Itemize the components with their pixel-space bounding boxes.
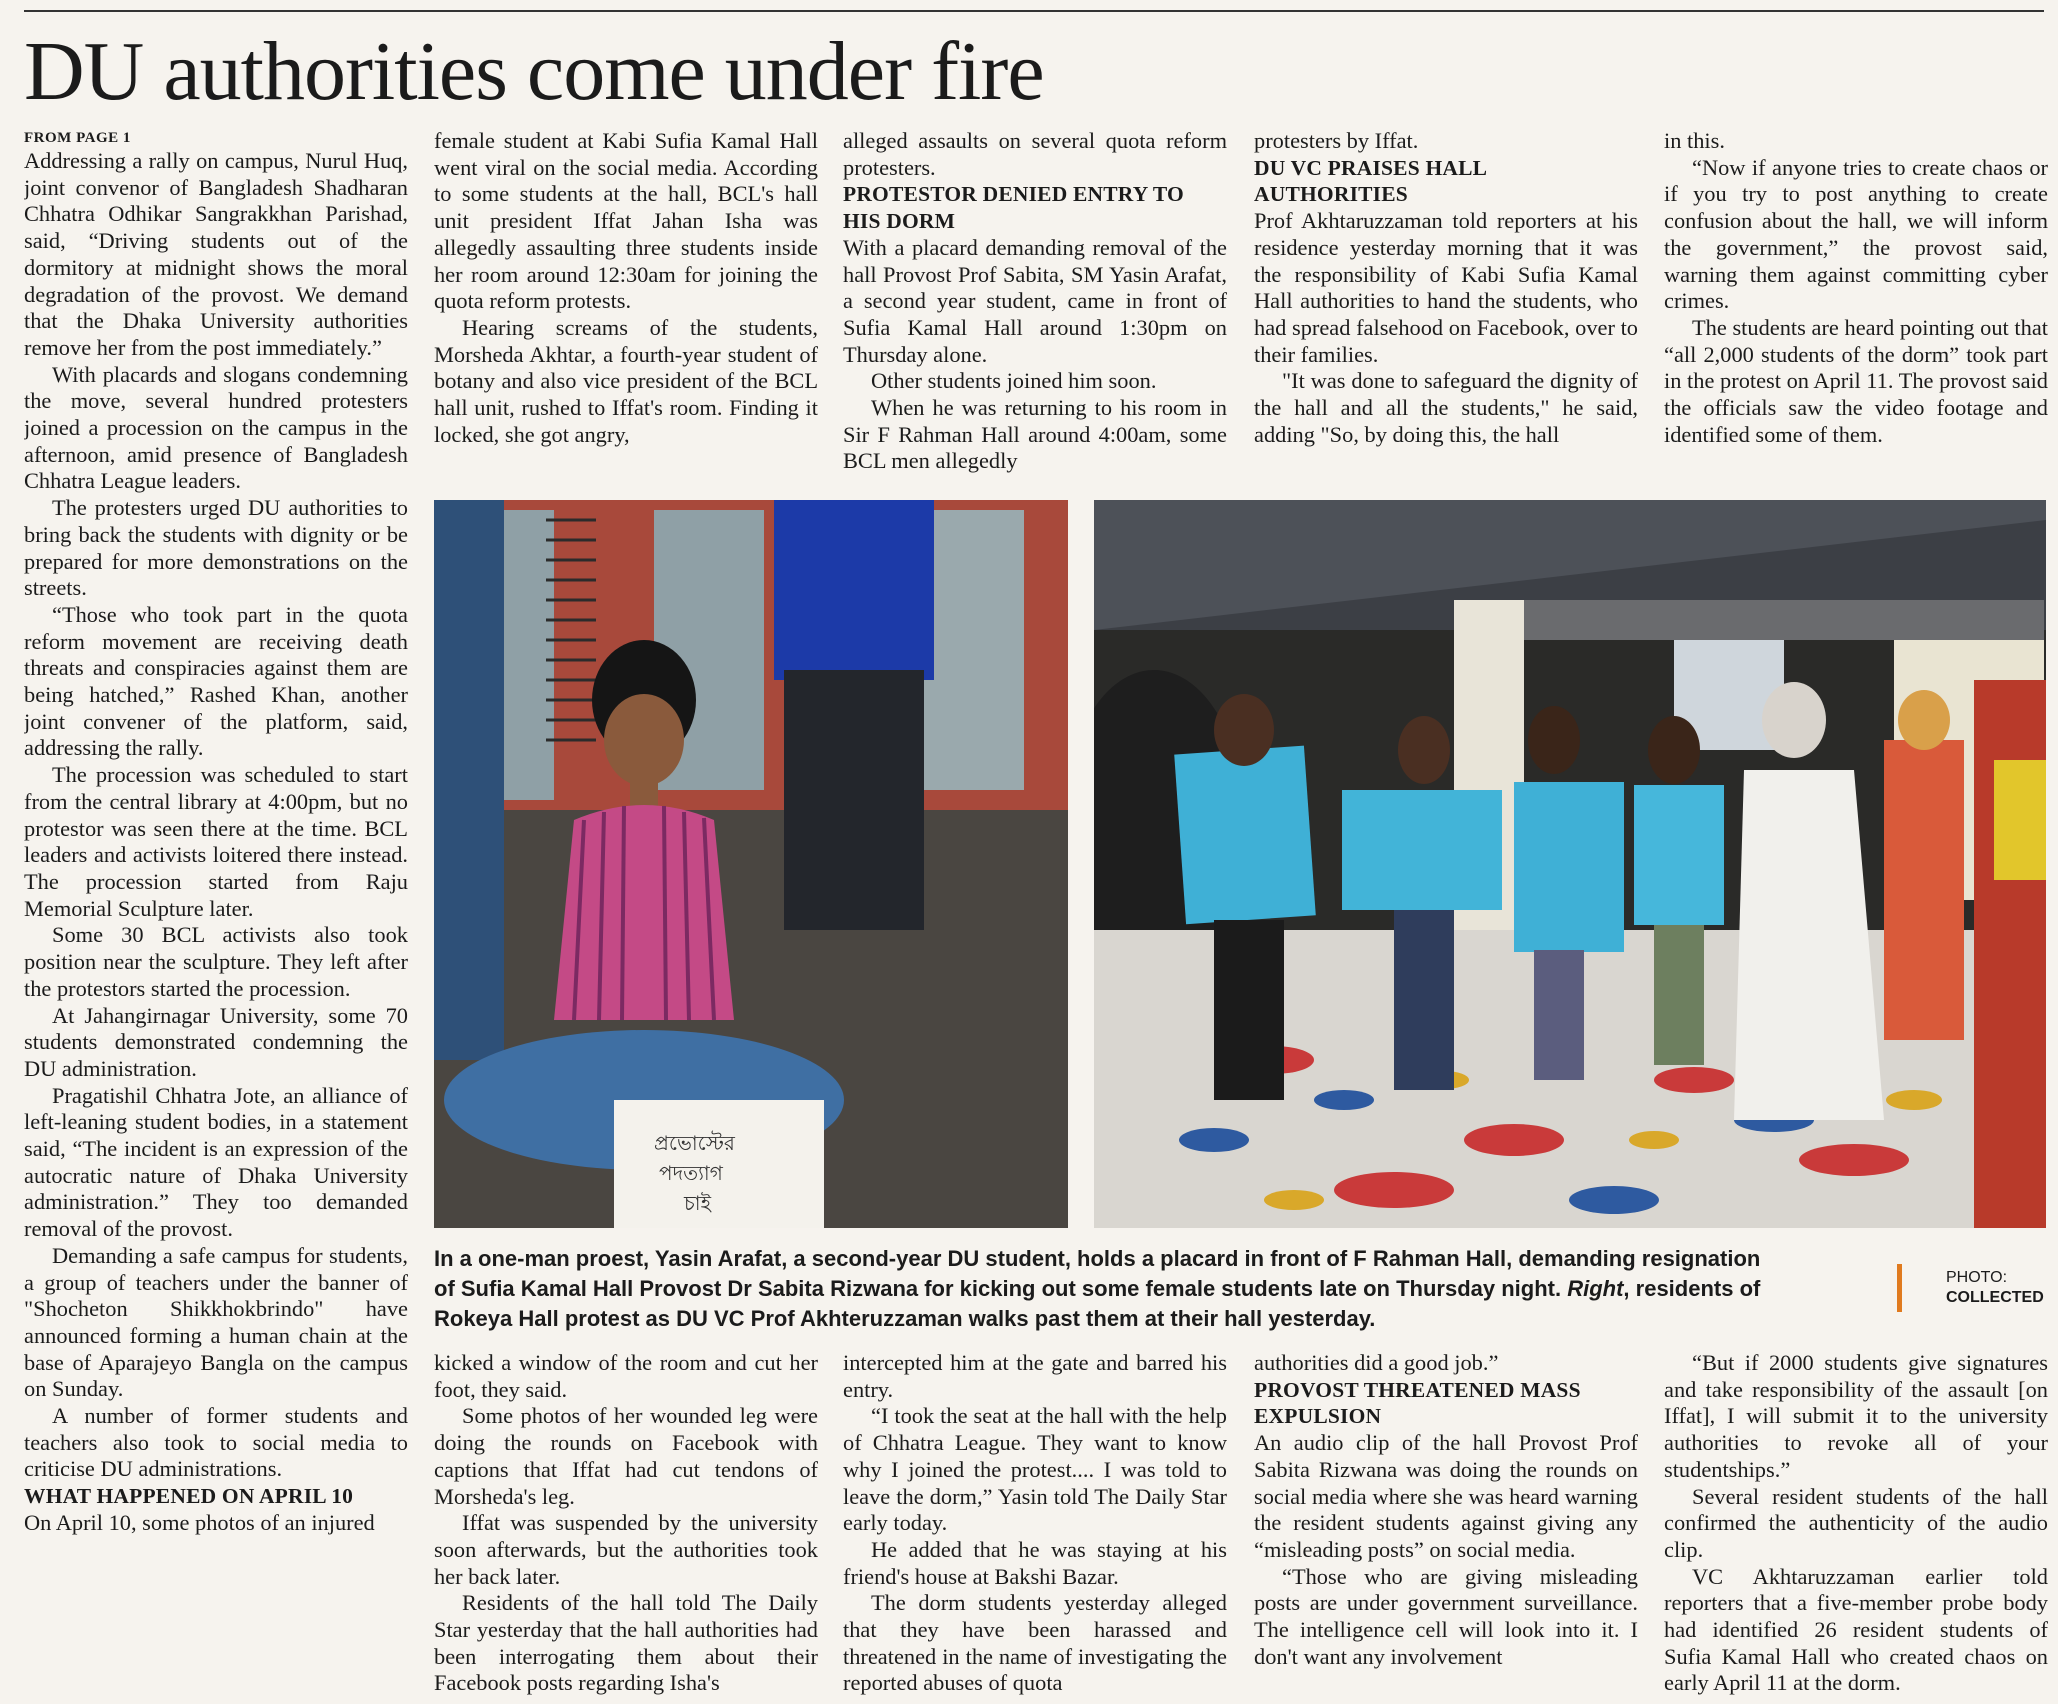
photo-one-man-protest xyxy=(434,500,1068,1228)
column-4-top xyxy=(1254,128,1638,474)
paragraph: A number of former students and teachers also took to social media to criticise DU administrations. xyxy=(24,1403,408,1482)
paragraph: The protesters urged DU authorities to bring back the students with dignity or be prepared for more demonstrations on the streets. xyxy=(24,495,408,601)
paragraph: With placards and slogans condemning the move, several hundred protesters joined a procession on the campus in the afternoon, amid presence of Bangladesh Chhatra League leaders. xyxy=(24,361,408,494)
paragraph: The procession was scheduled to start from the central library at 4:00pm, but no protestor was seen there at the time. BCL leaders and activists loitered there instead. The procession started from Raju Memorial Sculpture later. xyxy=(24,762,408,921)
svg-text:প্রভোস্টের: প্রভোস্টের xyxy=(654,1131,735,1155)
column-1 xyxy=(24,128,408,1704)
svg-text:চাই: চাই xyxy=(684,1191,711,1215)
paragraph: Pragatishil Chhatra Jote, an alliance of left-leaning student bodies, in a statement said, “The incident is an expression of the autocratic nature of Dhaka University administration.” They too demanded removal of the provost. xyxy=(24,1082,408,1242)
paragraph: "It was done to safeguard the dignity of the hall and all the students," he said, adding "So, by doing this, the hall xyxy=(1254,368,1638,447)
column-3-bottom xyxy=(843,1350,1227,1704)
svg-text:পদত্যাগ: পদত্যাগ xyxy=(659,1161,723,1185)
paragraph: At Jahangirnagar University, some 70 students demonstrated condemning the DU administration. xyxy=(24,1002,408,1081)
paragraph: “I took the seat at the hall with the help of Chhatra League. They want to know why I joined the protest.... I was told to leave the dorm,” Yasin told The Daily Star early today. xyxy=(843,1403,1227,1536)
paragraph: When he was returning to his room in Sir F Rahman Hall around 4:00am, some BCL men allegedly xyxy=(843,395,1227,474)
paragraph: The dorm students yesterday alleged that they have been harassed and threatened in the name of investigating the reported abuses of quota xyxy=(843,1590,1227,1696)
credit-accent-bar xyxy=(1897,1264,1902,1312)
headline: DU authorities come under fire xyxy=(24,25,1044,118)
caption-right: Right xyxy=(1567,1276,1624,1301)
column-2-bottom xyxy=(434,1350,818,1704)
paragraph: “Those who are giving misleading posts are under government surveillance. The intelligence cell will look into it. I don't want any involvement xyxy=(1254,1563,1638,1669)
paragraph: Prof Akhtaruzzaman told reporters at his residence yesterday morning that it was the responsibility of Kabi Sufia Kamal Hall authorities to hand the students, who had spread falsehood on Facebook, over to their families. xyxy=(1254,208,1638,367)
photo-rokeya-hall-protest xyxy=(1094,500,2046,1228)
subheading: PROTESTOR DENIED ENTRY TO HIS DORM xyxy=(843,182,1184,234)
paragraph: female student at Kabi Sufia Kamal Hall went viral on the social media. According to some students at the hall, BCL's hall unit president Iffat Jahan Isha was allegedly assaulting three students inside her room around 12:30am for joining the quota reform protests. xyxy=(434,128,818,314)
paragraph: protesters by Iffat. xyxy=(1254,128,1419,153)
subheading: PROVOST THREATENED MASS EXPULSION xyxy=(1254,1377,1581,1429)
paragraph: VC Akhtaruzzaman earlier told reporters that a five-member probe body had identified 26 resident students of Sufia Kamal Hall who created chaos on early April 11 at the dorm. xyxy=(1664,1563,2048,1696)
paragraph: Iffat was suspended by the university soon afterwards, but the authorities took her back later. xyxy=(434,1510,818,1589)
caption-part-1: In a one-man proest, Yasin Arafat, a second-year DU student, holds a placard in front of F Rahman Hall, demanding resignation of Sufia Kamal Hall Provost Dr Sabita Rizwana for kicking out some female students late on Thursday night. xyxy=(434,1246,1761,1301)
paragraph: “Now if anyone tries to create chaos or if you try to post anything to create confusion about the hall, we will inform the government,” the provost said, warning them against committing cyber crimes. xyxy=(1664,154,2048,314)
photo-caption xyxy=(434,1244,1774,1334)
paragraph: in this. xyxy=(1664,128,1725,153)
paragraph: The students are heard pointing out that “all 2,000 students of the dorm” took part in the protest on April 11. The provost said the officials saw the video footage and identified some of them. xyxy=(1664,314,2048,447)
paragraph: “But if 2000 students give signatures and take responsibility of the assault [on Iffat], I will submit it to the university authorities to revoke all of your studentships.” xyxy=(1664,1350,2048,1482)
paragraph: An audio clip of the hall Provost Prof Sabita Rizwana was doing the rounds on social media where she was heard warning the resident students against giving any “misleading posts” on social media. xyxy=(1254,1430,1638,1562)
paragraph: intercepted him at the gate and barred his entry. xyxy=(843,1350,1227,1402)
kicker: FROM PAGE 1 xyxy=(24,130,131,146)
column-5-top xyxy=(1664,128,2048,474)
column-3-top xyxy=(843,128,1227,474)
column-2-top xyxy=(434,128,818,474)
paragraph: He added that he was staying at his friend's house at Bakshi Bazar. xyxy=(843,1536,1227,1589)
credit-label: PHOTO: xyxy=(1946,1269,2008,1286)
subheading: WHAT HAPPENED ON APRIL 10 xyxy=(24,1484,354,1509)
paragraph: On April 10, some photos of an injured xyxy=(24,1509,375,1535)
paragraph: Other students joined him soon. xyxy=(871,368,1157,394)
paragraph: “Those who took part in the quota reform movement are receiving death threats and conspiracies against them are being hatched,” Rashed Khan, another joint convener of the platform, said, addressing the rally. xyxy=(24,601,408,761)
paragraph: authorities did a good job.” xyxy=(1254,1350,1499,1375)
paragraph: Several resident students of the hall confirmed the authenticity of the audio clip. xyxy=(1664,1483,2048,1562)
caption-part-2: , residents of Rokeya Hall protest as DU VC Prof Akhteruzzaman walks past them at their hall yesterday. xyxy=(434,1276,1761,1331)
paragraph: kicked a window of the room and cut her foot, they said. xyxy=(434,1350,818,1402)
column-4-bottom xyxy=(1254,1350,1638,1704)
subheading: DU VC PRAISES HALL AUTHORITIES xyxy=(1254,155,1486,207)
paragraph: Residents of the hall told The Daily Star yesterday that the hall authorities had been interrogating them about their Facebook posts regarding Isha's xyxy=(434,1590,818,1696)
paragraph: Hearing screams of the students, Morsheda Akhtar, a fourth-year student of botany and also vice president of the BCL hall unit, rushed to Iffat's room. Finding it locked, she got angry, xyxy=(434,314,818,447)
photo-credit xyxy=(1946,1268,2044,1308)
column-5-bottom xyxy=(1664,1350,2048,1704)
paragraph: Demanding a safe campus for students, a group of teachers under the banner of "Shocheton Shikkhokbrindo" have announced forming a human chain at the base of Aparajeyo Bangla on the campus on Sunday. xyxy=(24,1242,408,1402)
paragraph: Addressing a rally on campus, Nurul Huq, joint convenor of Bangladesh Shadharan Chhatra Odhikar Sangrakkhan Parishad, said, “Driving students out of the dormitory at midnight shows the moral degradation of the provost. We demand that the Dhaka University authorities remove her from the post immediately.” xyxy=(24,148,408,360)
paragraph: alleged assaults on several quota reform protesters. xyxy=(843,128,1227,180)
paragraph: With a placard demanding removal of the hall Provost Prof Sabita, SM Yasin Arafat, a second year student, came in front of Sufia Kamal Hall around 1:30pm on Thursday alone. xyxy=(843,234,1227,367)
paragraph: Some 30 BCL activists also took position near the sculpture. They left after the protestors started the procession. xyxy=(24,922,408,1001)
top-rule xyxy=(24,10,2044,12)
credit-value: COLLECTED xyxy=(1946,1289,2044,1306)
paragraph: Some photos of her wounded leg were doing the rounds on Facebook with captions that Iffat had cut tendons of Morsheda's leg. xyxy=(434,1403,818,1509)
